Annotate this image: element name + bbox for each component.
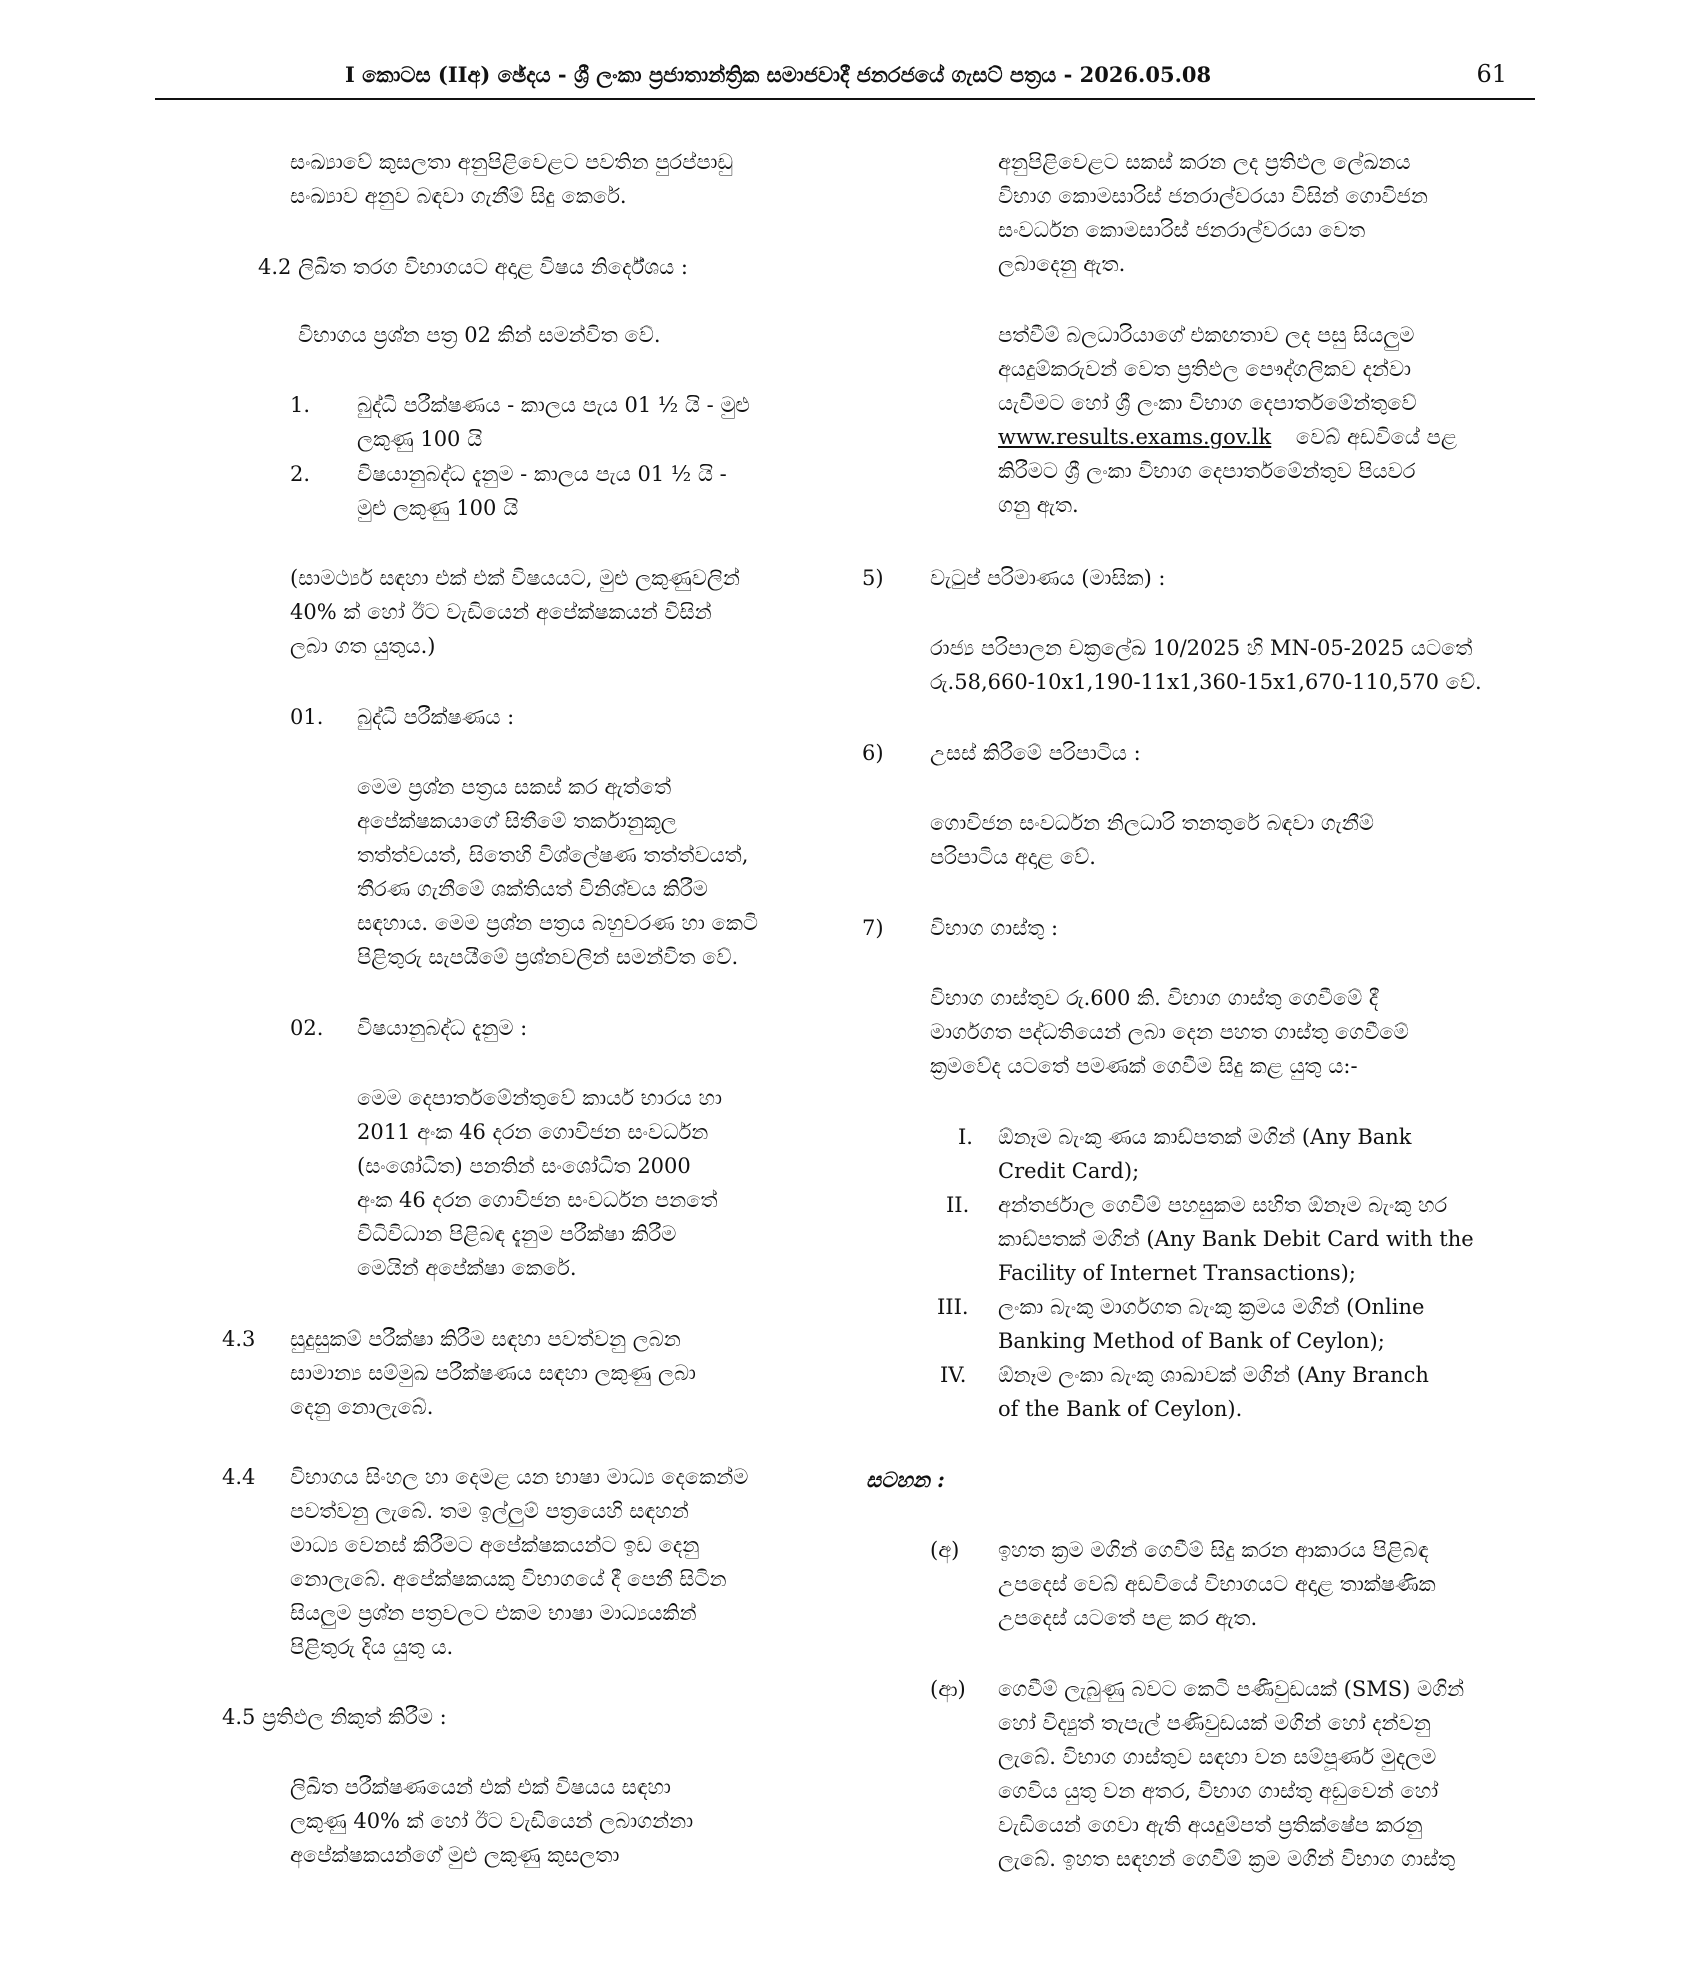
section-4-4-number: 4.4: [222, 1465, 256, 1489]
intro-line: සංඛ්‍යාවේ කුසලතා අනුපිළිවෙළට පවතින පුරප්පාඩු: [290, 150, 734, 174]
note-line: ලැබේ. විභාග ගාස්තුව සඳහා වන සම්පූර්ණ මුදලම: [998, 1745, 1437, 1769]
section-5-number: 5): [862, 566, 884, 590]
section-7-number: 7): [862, 916, 884, 940]
gazette-header: [155, 48, 1535, 100]
payment-method-line: ලංකා බැංකු මාර්ගගත බැංකු ක්‍රමය මගින් (Online: [998, 1295, 1425, 1319]
note-line: ගෙවිය යුතු වන අතර, විභාග ගාස්තු අඩුවෙන් හෝ: [998, 1779, 1439, 1803]
section-4-5-line: අපේක්ෂකයන්ගේ මුළු ලකුණු කුසලතා: [290, 1843, 620, 1867]
publish-line: පත්වීම් බලධාරියාගේ එකඟතාව ලද පසු සියලුම: [998, 323, 1415, 347]
section-4-4-line: පිළිතුරු දිය යුතු ය.: [290, 1635, 454, 1659]
payment-method-line: අන්තර්ජාල ගෙවීම් පහසුකම සහිත ඕනෑම බැංකු හර: [998, 1193, 1448, 1217]
section-4-4-line: විභාගය සිංහල හා දෙමළ යන භාෂා මාධ්‍ය දෙකෙන්ම: [290, 1465, 749, 1489]
publish-line: ගනු ඇත.: [998, 493, 1079, 517]
results-line: ලබාදෙනු ඇත.: [998, 252, 1126, 276]
salary-line: රු.58,660-10x1,190-11x1,360-15x1,670-110,570 වේ.: [930, 670, 1482, 694]
results-line: විභාග කොමසාරිස් ජනරාල්වරයා විසින් ගොවිජන: [998, 184, 1428, 208]
paper-number: 1.: [290, 393, 311, 417]
results-line: සංවර්ධන කොමසාරිස් ජනරාල්වරයා වෙත: [998, 218, 1366, 242]
section-4-2-heading: 4.2 ලිඛිත තරග විභාගයට අදාළ විෂය නිර්දේශය :: [258, 255, 688, 279]
note-line: උපදෙස් යටතේ පළ කර ඇත.: [998, 1606, 1258, 1630]
pass-note-line: (සාමර්ථ්‍ය සඳහා එක් එක් විෂයයට, මුළු ලකුණුවලින්: [290, 566, 740, 590]
fee-line: මාර්ගගත පද්ධතියෙන් ලබා දෙන පහත ගාස්තු ගෙවීමේ: [930, 1020, 1409, 1044]
note-line: උපදෙස් වෙබ් අඩවියේ විභාගයට අදාළ තාක්ෂණික: [998, 1572, 1436, 1596]
section-4-3-number: 4.3: [222, 1327, 256, 1351]
sub-body-line: පිළිතුරු සැපයීමේ ප්‍රශ්නවලින් සමන්විත වේ.: [357, 945, 739, 969]
section-4-2-lead: විභාගය ප්‍රශ්න පත්‍ර 02 කින් සමන්විත වේ.: [298, 323, 661, 347]
publish-line: කිරීමට ශ්‍රී ලංකා විභාග දෙපාර්තමේන්තුව පියවර: [998, 459, 1416, 483]
sub-number: 02.: [290, 1016, 324, 1040]
pass-note-line: ලබා ගත යුතුය.): [290, 634, 436, 658]
payment-method-line: Banking Method of Bank of Ceylon);: [998, 1329, 1385, 1353]
promotion-line: ගොවිජන සංවර්ධන නිලධාරි තනතුරේ බඳවා ගැනීම්: [930, 811, 1374, 835]
payment-method-line: කාඩ්පතක් මගින් (Any Bank Debit Card with the: [998, 1227, 1474, 1251]
payment-method-line: ඕනෑම ලංකා බැංකු ශාඛාවක් මගින් (Any Branch: [998, 1363, 1429, 1387]
paper-line: විෂයානුබද්ධ දැනුම - කාලය පැය 01 ½ යි -: [357, 462, 727, 486]
payment-method-line: of the Bank of Ceylon).: [998, 1397, 1243, 1421]
notes-heading: සටහන :: [866, 1467, 945, 1492]
payment-method-number: IV.: [940, 1363, 967, 1387]
section-7-heading: විභාග ගාස්තු :: [930, 916, 1059, 940]
section-6-number: 6): [862, 741, 884, 765]
results-website-link[interactable]: www.results.exams.gov.lk: [998, 425, 1272, 449]
fee-line: විභාග ගාස්තුව රු.600 කි. විභාග ගාස්තු ගෙවීමේ දී: [930, 986, 1379, 1010]
sub-body-line: (සංශෝධිත) පනතින් සංශෝධිත 2000: [357, 1154, 691, 1178]
note-line: ගෙවීම් ලැබුණු බවට කෙටි පණිවුඩයක් (SMS) මගින්: [998, 1677, 1465, 1701]
sub-title: විෂයානුබද්ධ දැනුම :: [357, 1016, 528, 1040]
note-line: ඉහත ක්‍රම මගින් ගෙවීම් සිදු කරන ආකාරය පිළිබඳ: [998, 1538, 1429, 1562]
sub-body-line: අංක 46 දරන ගොවිජන සංවර්ධන පනතේ: [357, 1188, 718, 1212]
section-4-5-line: ලිඛිත පරීක්ෂණයෙන් එක් එක් විෂයය සඳහා: [290, 1775, 671, 1799]
page-number: 61: [1476, 60, 1507, 88]
section-4-4-line: මාධ්‍ය වෙනස් කිරීමට අපේක්ෂකයන්ට ඉඩ දෙනු: [290, 1533, 700, 1557]
section-4-3-line: සාමාන්‍ය සම්මුඛ පරීක්ෂණය සඳහා ලකුණු ලබා: [290, 1361, 696, 1385]
payment-method-line: ඕනෑම බැංකු ණය කාඩ්පතක් මගින් (Any Bank: [998, 1125, 1412, 1149]
paper-line: ලකුණු 100 යි: [357, 427, 483, 451]
paper-line: මුළු ලකුණු 100 යි: [357, 496, 519, 520]
note-marker: (ආ): [930, 1677, 966, 1701]
section-4-5-heading: 4.5 ප්‍රතිඵල නිකුත් කිරීම :: [222, 1705, 447, 1729]
paper-number: 2.: [290, 462, 311, 486]
note-line: වැඩියෙන් ගෙවා ඇති අයදුම්පත් ප්‍රතික්ෂේප කරනු: [998, 1813, 1423, 1837]
section-6-heading: උසස් කිරීමේ පරිපාටිය :: [930, 741, 1141, 765]
section-5-heading: වැටුප් පරිමාණය (මාසික) :: [930, 566, 1166, 590]
sub-title: බුද්ධි පරීක්ෂණය :: [357, 705, 515, 729]
sub-number: 01.: [290, 705, 324, 729]
payment-method-number: III.: [937, 1295, 969, 1319]
sub-body-line: තීරණ ගැනීමේ ශක්තියත් විනිශ්චය කිරීම: [357, 877, 708, 901]
section-4-3-line: දෙනු නොලැබේ.: [290, 1395, 434, 1419]
promotion-line: පරිපාටිය අදාළ වේ.: [930, 845, 1096, 869]
note-marker: (අ): [930, 1538, 960, 1562]
section-4-4-line: සියලුම ප්‍රශ්න පත්‍රවලට එකම භාෂා මාධ්‍යයකින්: [290, 1601, 697, 1625]
publish-line: [998, 420, 1457, 454]
sub-body-line: අපේක්ෂකයාගේ සිතීමේ තර්කානුකූල: [357, 809, 677, 833]
url-tail-text: වෙබ් අඩවියේ පළ: [1295, 425, 1457, 449]
publish-line: අයදුම්කරුවන් වෙත ප්‍රතිඵල පෞද්ගලිකව දන්වා: [998, 357, 1411, 381]
section-4-5-line: ලකුණු 40% ක් හෝ ඊට වැඩියෙන් ලබාගන්නා: [290, 1809, 694, 1833]
payment-method-line: Credit Card);: [998, 1159, 1140, 1183]
gazette-title: I කොටස (IIඅ) ඡේදය - ශ්‍රී ලංකා ප්‍රජාතාන්ත්‍රික සමාජවාදී ජනරජයේ ගැසට් පත්‍රය - 2026.05.08: [345, 62, 1212, 87]
section-4-4-line: පවත්වනු ලැබේ. තම ඉල්ලුම් පත්‍රයෙහි සඳහන්: [290, 1499, 689, 1523]
sub-body-line: 2011 අංක 46 දරන ගොවිජන සංවර්ධන: [357, 1120, 709, 1144]
payment-method-number: II.: [946, 1193, 970, 1217]
note-line: ලැබේ. ඉහත සඳහන් ගෙවීම් ක්‍රම මගින් විභාග ගාස්තු: [998, 1847, 1456, 1871]
paper-line: බුද්ධි පරීක්ෂණය - කාලය පැය 01 ½ යි - මුළු: [357, 393, 750, 417]
sub-body-line: මෙයින් අපේක්ෂා කෙරේ.: [357, 1256, 577, 1280]
results-line: අනුපිළිවෙළට සකස් කරන ලද ප්‍රතිඵල ලේඛනය: [998, 150, 1411, 174]
note-line: හෝ විද්‍යුත් තැපැල් පණිවුඩයක් මගින් හෝ දන්වනු: [998, 1711, 1431, 1735]
fee-line: ක්‍රමවේද යටතේ පමණක් ගෙවීම සිදු කළ යුතු ය:-: [930, 1054, 1358, 1078]
section-4-3-line: සුදුසුකම් පරීක්ෂා කිරීම සඳහා පවත්වනු ලබන: [290, 1327, 681, 1351]
sub-body-line: තත්ත්වයත්, සිතෙහි විශ්ලේෂණ තත්ත්වයත්,: [357, 843, 749, 867]
intro-line: සංඛ්‍යාව අනුව බඳවා ගැනීම් සිදු කෙරේ.: [290, 184, 627, 208]
section-4-4-line: නොලැබේ. අපේක්ෂකයකු විභාගයේ දී පෙනී සිටින: [290, 1567, 727, 1591]
payment-method-line: Facility of Internet Transactions);: [998, 1261, 1356, 1285]
publish-line: යැවීමට හෝ ශ්‍රී ලංකා විභාග දෙපාර්තමේන්තුවේ: [998, 391, 1417, 415]
pass-note-line: 40% ක් හෝ ඊට වැඩියෙන් අපේක්ෂකයන් විසින්: [290, 600, 712, 624]
sub-body-line: සඳහාය. මෙම ප්‍රශ්න පත්‍රය බහුවරණ හා කෙටි: [357, 911, 759, 935]
sub-body-line: මෙම ප්‍රශ්න පත්‍රය සකස් කර ඇත්තේ: [357, 775, 672, 799]
sub-body-line: විධිවිධාන පිළිබඳ දැනුම පරීක්ෂා කිරීම: [357, 1222, 677, 1246]
sub-body-line: මෙම දෙපාර්තමේන්තුවේ කාර්ය භාරය හා: [357, 1086, 722, 1110]
salary-line: රාජ්‍ය පරිපාලන චක්‍රලේඛ 10/2025 හි MN-05-2025 යටතේ: [930, 636, 1473, 660]
payment-method-number: I.: [958, 1125, 973, 1149]
